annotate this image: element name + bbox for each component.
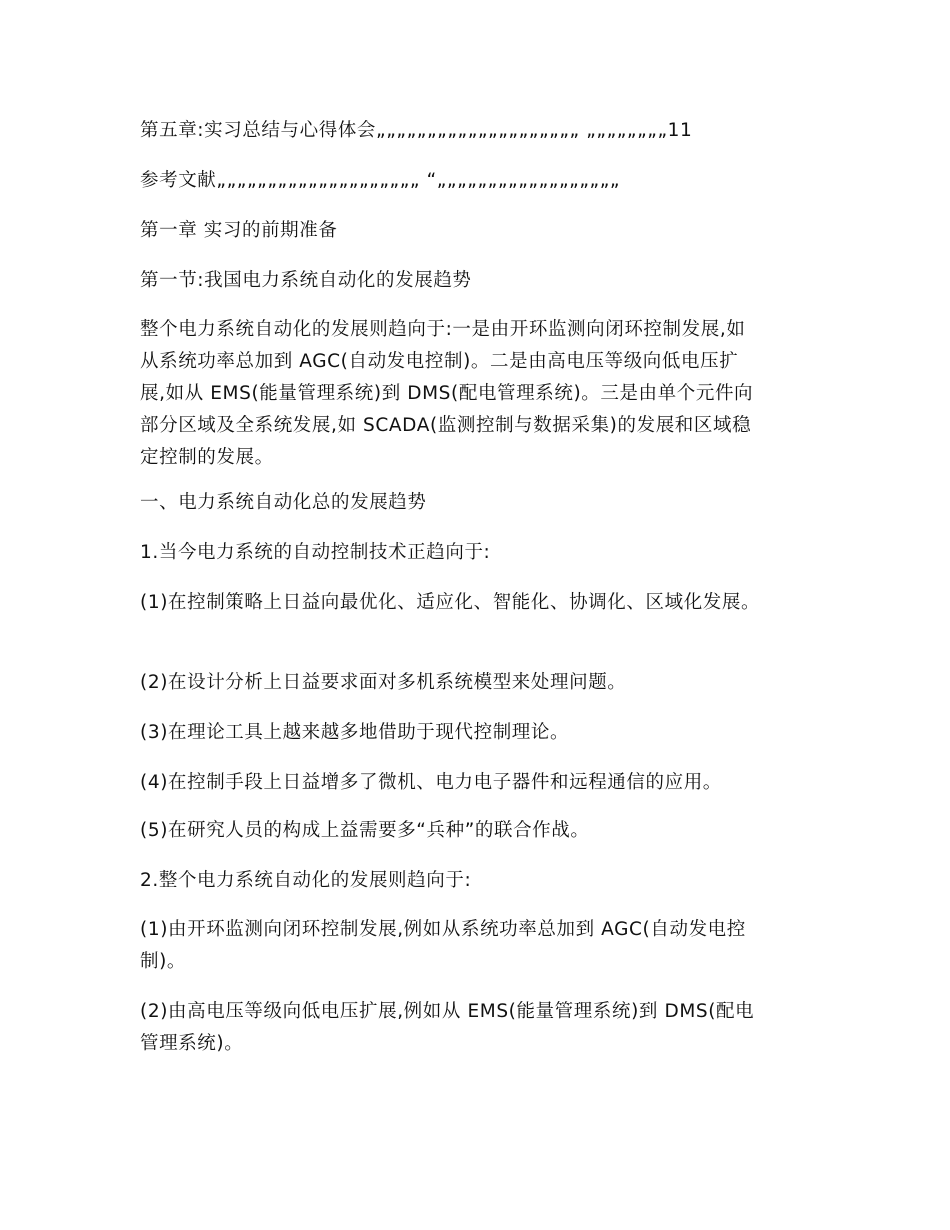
point-title: 2.整个电力系统自动化的发展则趋向于: [140,870,472,891]
list-item: (5)在研究人员的构成上益需要多“兵种”的联合作战。 [140,820,590,841]
paragraph-line: 展,如从 EMS(能量管理系统)到 DMS(配电管理系统)。三是由单个元件向 [140,383,754,404]
list-item: (3)在理论工具上越来越多地借助于现代控制理论。 [140,722,570,743]
subsection-title: 一、电力系统自动化总的发展趋势 [140,492,427,513]
point-title: 1.当今电力系统的自动控制技术正趋向于: [140,542,491,563]
paragraph-line: (2)由高电压等级向低电压扩展,例如从 EMS(能量管理系统)到 DMS(配电 [140,1001,755,1022]
toc-entry-chapter5: 第五章:实习总结与心得体会„„„„„„„„„„„„„„„„„„„„ „„„„„„„„11 [140,120,693,141]
paragraph-line: (1)由开环监测向闭环控制发展,例如从系统功率总加到 AGC(自动发电控 [140,919,746,940]
toc-entry-references: 参考文献„„„„„„„„„„„„„„„„„„„„ “„„„„„„„„„„„„„„„„„„ [140,170,621,191]
paragraph-line: 部分区域及全系统发展,如 SCADA(监测控制与数据采集)的发展和区域稳 [140,415,752,436]
list-item [140,914,820,978]
list-item: (2)在设计分析上日益要求面对多机系统模型来处理问题。 [140,672,627,693]
paragraph-line: 制)。 [140,951,187,972]
paragraph-line: 定控制的发展。 [140,447,274,468]
paragraph-line: 从系统功率总加到 AGC(自动发电控制)。二是由高电压等级向低电压扩 [140,351,739,372]
intro-paragraph [140,314,820,474]
list-item: (1)在控制策略上日益向最优化、适应化、智能化、协调化、区域化发展。 [140,592,761,613]
paragraph-line: 管理系统)。 [140,1033,244,1054]
chapter-title: 第一章 实习的前期准备 [140,220,338,241]
list-item [140,996,820,1060]
section-title: 第一节:我国电力系统自动化的发展趋势 [140,270,472,291]
paragraph-line: 整个电力系统自动化的发展则趋向于:一是由开环监测向闭环控制发展,如 [140,319,746,340]
list-item: (4)在控制手段上日益增多了微机、电力电子器件和远程通信的应用。 [140,772,722,793]
